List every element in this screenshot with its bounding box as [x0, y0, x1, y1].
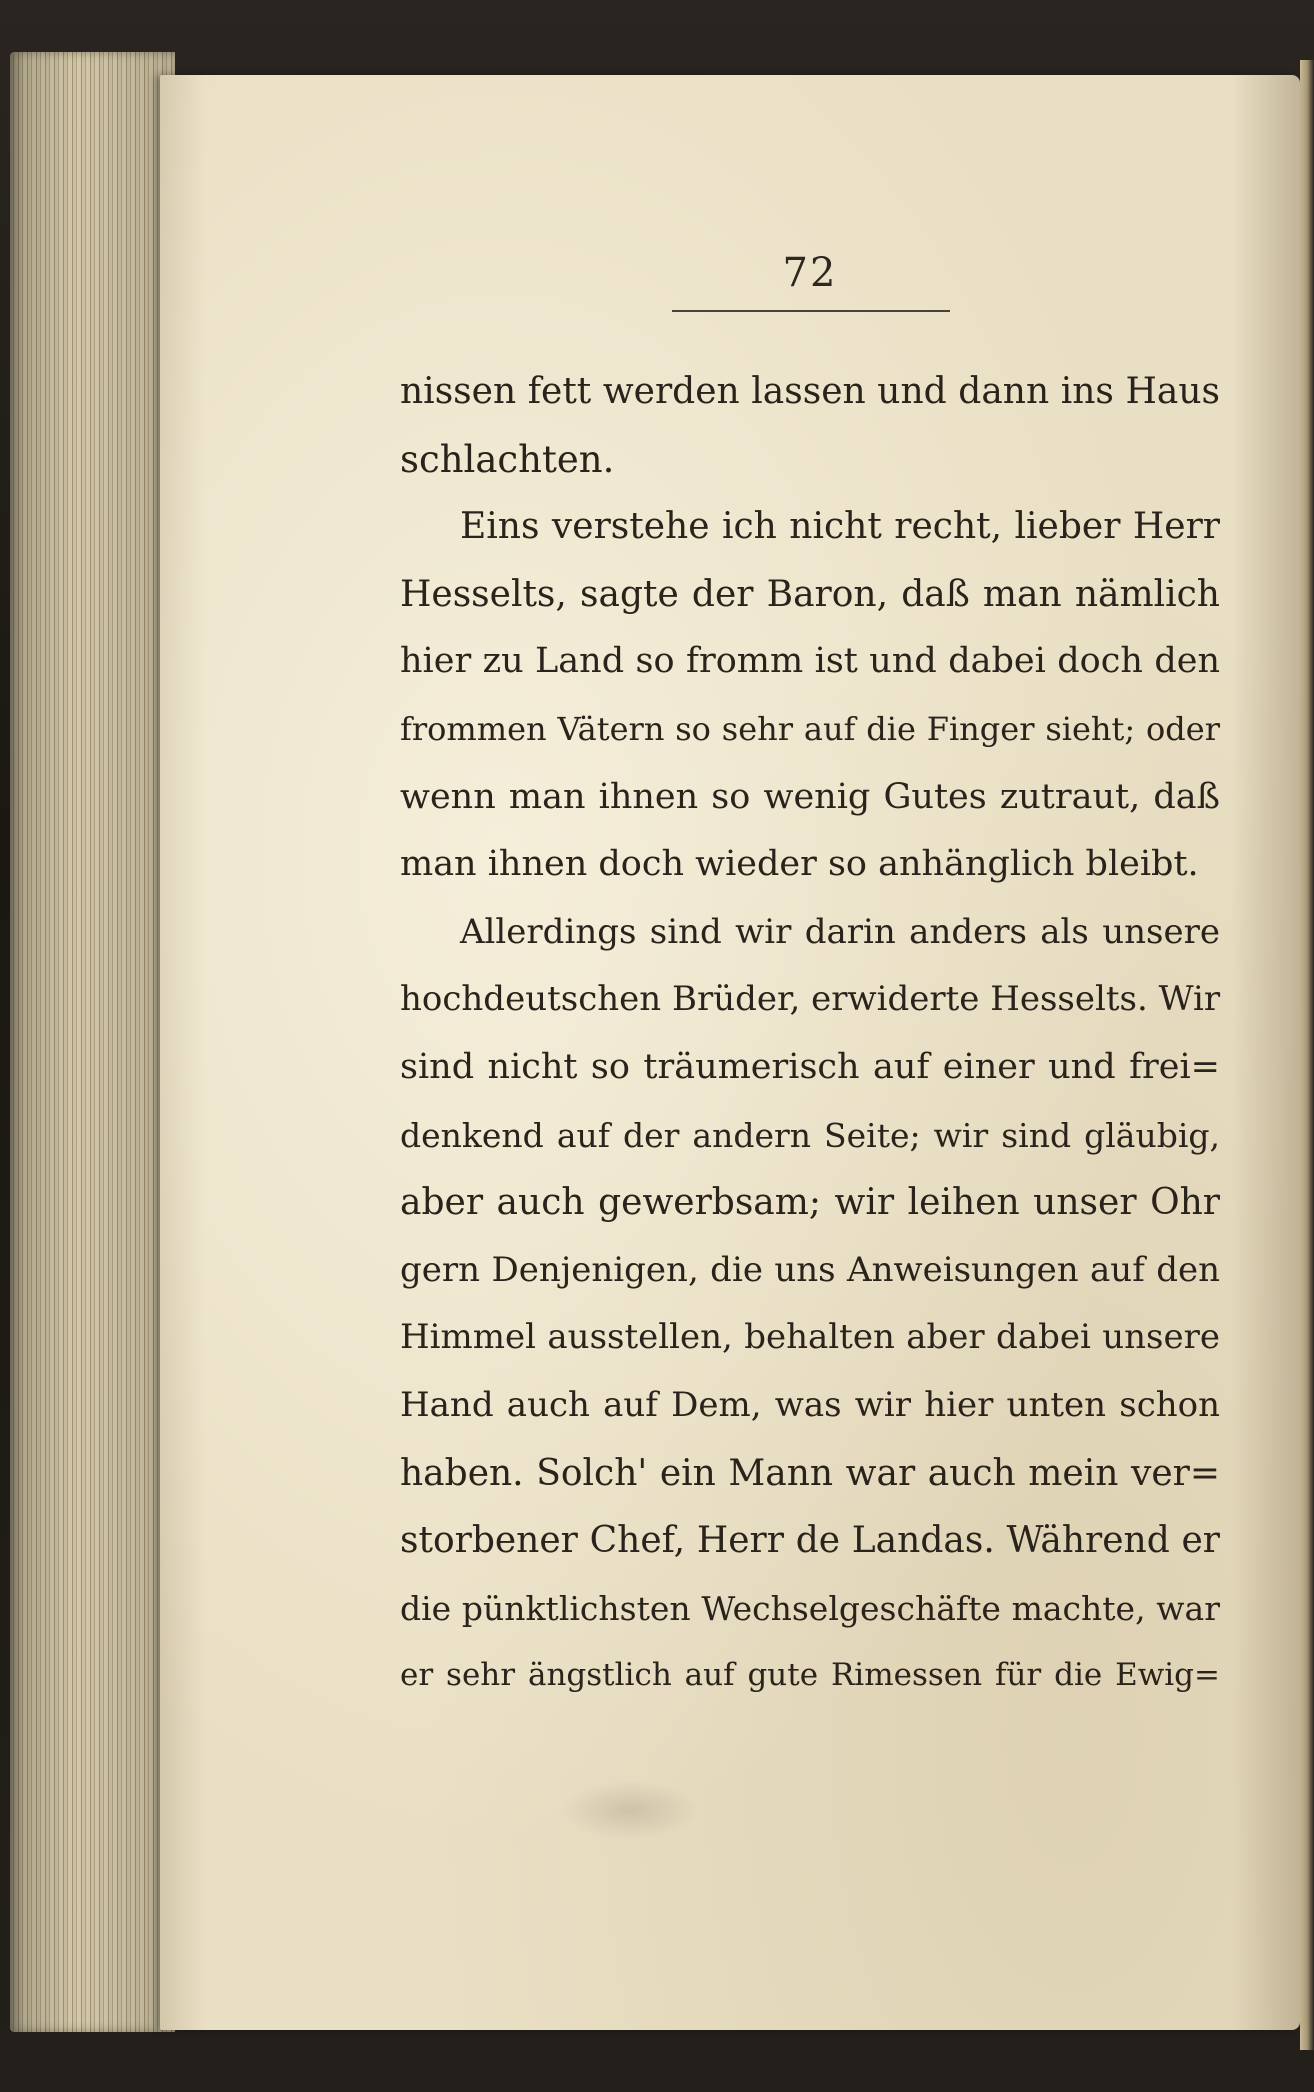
text-line: man ihnen doch wieder so anhänglich bleibt.: [400, 844, 1199, 885]
text-line: Hesselts, sagte der Baron, daß man nämlich: [400, 573, 1220, 615]
text-line: wenn man ihnen so wenig Gutes zutraut, daß: [400, 776, 1220, 817]
text-line: Eins verstehe ich nicht recht, lieber Herr: [460, 506, 1220, 548]
text-line: er sehr ängstlich auf gute Rimessen für die Ewig=: [400, 1657, 1220, 1694]
text-line: nissen fett werden lassen und dann ins Haus: [400, 371, 1220, 412]
page-number: 72: [782, 250, 838, 296]
text-line: denkend auf der andern Seite; wir sind gläubig,: [400, 1115, 1220, 1155]
text-line: storbener Chef, Herr de Landas. Während er: [400, 1520, 1220, 1562]
text-line: aber auch gewerbsam; wir leihen unser Ohr: [400, 1182, 1220, 1224]
text-line: hier zu Land so fromm ist und dabei doch den: [400, 641, 1220, 682]
text-line: hochdeutschen Brüder, erwiderte Hesselts. Wir: [400, 979, 1221, 1020]
text-line: Himmel ausstellen, behalten aber dabei unsere: [400, 1317, 1220, 1358]
book-right-edge: [1300, 60, 1314, 2050]
header-rule: [672, 310, 950, 312]
text-line: Allerdings sind wir darin anders als unsere: [460, 911, 1220, 952]
page-body-text: [400, 358, 1220, 1710]
text-line: haben. Solch' ein Mann war auch mein ver=: [400, 1452, 1220, 1494]
text-line: gern Denjenigen, die uns Anweisungen auf den: [400, 1249, 1220, 1290]
text-line: schlachten.: [400, 437, 615, 481]
text-line: die pünktlichsten Wechselgeschäfte machte, war: [400, 1588, 1220, 1628]
text-line: frommen Vätern so sehr auf die Finger sieht; oder: [400, 709, 1220, 748]
text-line: Hand auch auf Dem, was wir hier unten schon: [400, 1384, 1220, 1425]
text-line: sind nicht so träumerisch auf einer und frei=: [400, 1046, 1220, 1087]
page-block-shadow: [10, 52, 175, 2032]
paper-stain: [560, 1780, 700, 1840]
